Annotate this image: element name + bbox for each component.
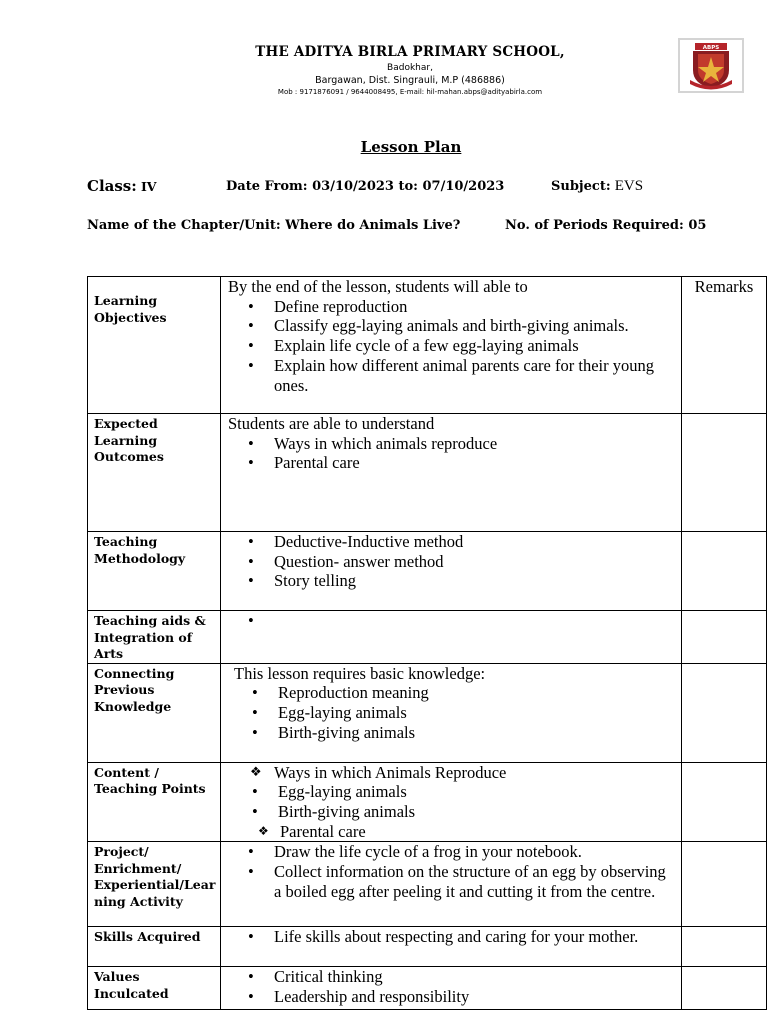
lesson-plan-title: Lesson Plan [360,138,462,156]
remarks-cell [682,967,767,1010]
list-item: • Birth-giving animals [228,802,675,822]
row-content [221,277,682,414]
school-header [0,44,768,96]
row-content [221,414,682,532]
row-content [221,842,682,927]
row-label: Learning Objectives [88,277,221,414]
row-content [221,927,682,967]
row-intro: Students are able to understand [228,414,435,433]
row-content [221,762,682,842]
row-content [221,611,682,664]
list-item: • Leadership and responsibility [228,987,675,1007]
row-label: Expected Learning Outcomes [88,414,221,532]
remarks-cell [682,762,767,842]
periods-required: No. of Periods Required: 05 [505,218,707,233]
table-row-teaching-methodology [88,532,767,611]
table-row-values-inculcated [88,967,767,1010]
chapter-field [87,218,460,233]
table-row-learning-objectives [88,277,767,414]
school-name: THE ADITYA BIRLA PRIMARY SCHOOL, [255,44,565,60]
diamond-list-item: ❖ Ways in which Animals Reproduce [250,762,507,782]
list-item: • Deductive-Inductive method [228,532,675,552]
row-content [221,663,682,762]
list-item: • Egg-laying animals [228,782,675,802]
list-item: • Classify egg-laying animals and birth-giving animals. [228,316,675,336]
row-label: Skills Acquired [88,927,221,967]
list-item: • Explain how different animal parents care for their young ones. [228,356,675,395]
list-item: • Critical thinking [228,967,675,987]
list-item [228,611,675,631]
diamond-bullet-icon: ❖ [258,823,269,838]
lesson-plan-table [87,276,767,1010]
list-item: • Draw the life cycle of a frog in your notebook. [228,842,675,862]
chapter-label: Name of the Chapter/Unit [87,218,276,233]
remarks-cell [682,532,767,611]
class-field: Class: IV [87,177,157,195]
row-intro: By the end of the lesson, students will able to [228,277,528,296]
remarks-cell [682,927,767,967]
remarks-cell [682,414,767,532]
table-row-project-activity [88,842,767,927]
date-field [226,179,504,194]
table-row-expected-outcomes [88,414,767,532]
school-address-line2: Bargawan, Dist. Singrauli, M.P (486886) [315,75,505,86]
list-item: • Story telling [228,571,675,591]
list-item: • Question- answer method [228,552,675,572]
row-content [221,967,682,1010]
subject-value: EVS [614,178,644,194]
list-item: • Birth-giving animals [228,723,675,743]
periods-field [505,218,706,233]
table-row-content-points [88,762,767,842]
row-label: Content / Teaching Points [88,762,221,842]
class-value: IV [140,179,157,194]
list-item: • Parental care [228,453,675,473]
remarks-cell [682,611,767,664]
row-label: Teaching Methodology [88,532,221,611]
subject-label: Subject: [551,179,611,194]
list-item: • Ways in which animals reproduce [228,434,675,454]
logo-text: ABPS [702,45,720,51]
remarks-cell [682,842,767,927]
school-address-line1: Badokhar, [387,63,433,73]
row-label: Connecting Previous Knowledge [88,663,221,762]
class-label: Class [87,177,132,195]
remarks-header: Remarks [682,277,767,414]
list-item: • Collect information on the structure of an egg by observing a boiled egg after peeling it and cutting it from the centre. [228,862,675,901]
list-item: • Egg-laying animals [228,703,675,723]
diamond-list-item: ❖ Parental care [258,821,366,841]
school-logo [678,38,744,93]
row-content [221,532,682,611]
list-item: • Reproduction meaning [228,683,675,703]
remarks-cell [682,663,767,762]
subject-field [551,178,643,195]
row-label: Teaching aids & Integration of Arts [88,611,221,664]
table-row-previous-knowledge [88,663,767,762]
list-item: • Define reproduction [228,297,675,317]
row-label: Values Inculcated [88,967,221,1010]
table-row-skills-acquired [88,927,767,967]
diamond-bullet-icon: ❖ [250,764,262,780]
row-intro: This lesson requires basic knowledge: [234,663,486,683]
table-row-teaching-aids [88,611,767,664]
chapter-value: : Where do Animals Live? [275,218,461,233]
list-item: • Explain life cycle of a few egg-laying animals [228,336,675,356]
date-range: Date From: 03/10/2023 to: 07/10/2023 [226,179,505,194]
list-item: • Life skills about respecting and caring for your mother. [228,927,675,947]
row-label: Project/ Enrichment/ Experiential/Lear ning Activity [88,842,221,927]
school-crest-icon [680,40,742,91]
school-contact: Mob : 9171876091 / 9644008495, E-mail: hil-mahan.abps@adityabirla.com [277,88,543,96]
